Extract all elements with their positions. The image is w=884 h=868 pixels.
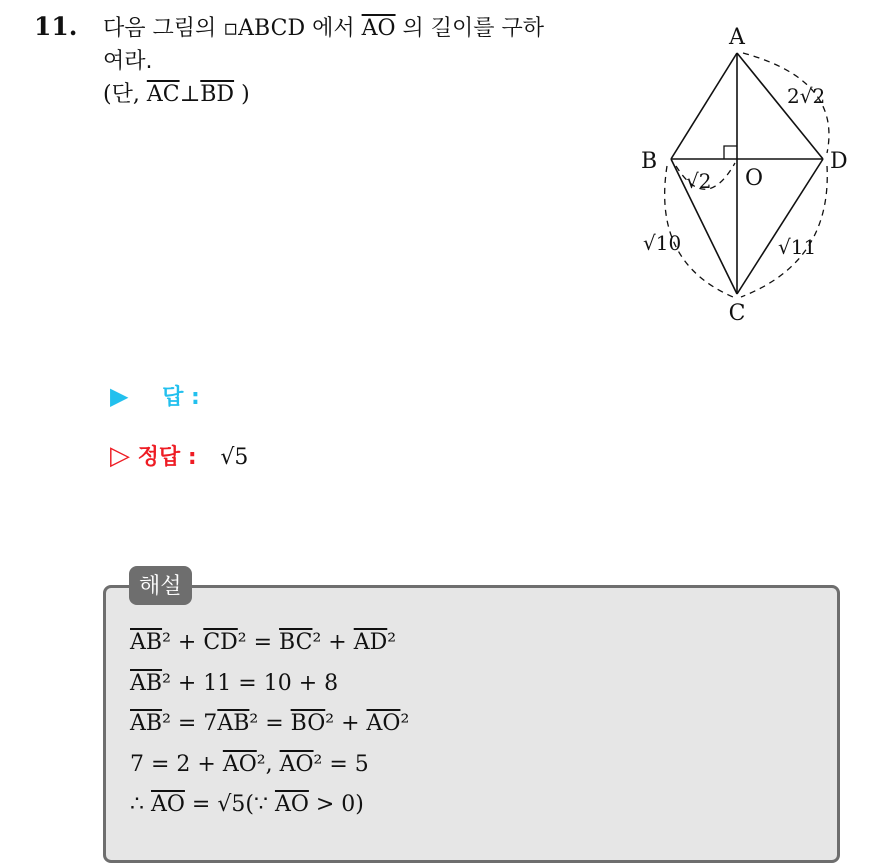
seg: $\overline{AD}$ bbox=[353, 630, 388, 655]
vertex-label-a: A bbox=[729, 25, 745, 50]
correct-value: √5 bbox=[220, 445, 249, 470]
solution-line-5 bbox=[130, 792, 364, 817]
expr: ² bbox=[387, 630, 397, 655]
seg: $\overline{AB}$ bbox=[130, 671, 163, 696]
edge-ab bbox=[671, 53, 737, 159]
question-text-part: 다음 그림의 bbox=[103, 16, 224, 41]
seg: $\overline{AO}$ bbox=[279, 752, 314, 777]
expr: ² = 5 bbox=[313, 752, 369, 777]
expr: ∴ bbox=[130, 792, 151, 817]
expr: 7 = 2 + bbox=[130, 752, 223, 777]
question-text bbox=[103, 12, 623, 111]
quad-name: ABCD bbox=[238, 16, 306, 41]
correct-label: 정답 : bbox=[137, 445, 197, 470]
length-label-bo: √2 bbox=[686, 169, 712, 193]
length-label-cd: √11 bbox=[778, 235, 817, 259]
expr: ² + bbox=[312, 630, 354, 655]
question-text-part: 의 길이를 구하 bbox=[395, 16, 545, 41]
seg: $\overline{AB}$ bbox=[130, 630, 163, 655]
answer-row bbox=[110, 380, 200, 411]
condition-close: ) bbox=[234, 82, 250, 107]
expr: ² bbox=[400, 711, 410, 736]
seg: $\overline{AO}$ bbox=[151, 792, 185, 817]
solution-line-1 bbox=[130, 630, 396, 655]
solution-tag: 해설 bbox=[129, 566, 192, 605]
question-line-1 bbox=[103, 12, 623, 45]
question-text-part: 에서 bbox=[305, 16, 362, 41]
expr: ² = bbox=[237, 630, 280, 655]
expr: = √5(∵ bbox=[184, 792, 275, 817]
vertex-label-d: D bbox=[830, 149, 848, 174]
vertex-label-b: B bbox=[641, 149, 658, 174]
expr: ² = bbox=[249, 711, 291, 736]
vertex-label-c: C bbox=[728, 301, 746, 326]
correct-arrow-icon: ▷ bbox=[110, 441, 130, 471]
expr: ², bbox=[256, 752, 280, 777]
length-label-bc: √10 bbox=[643, 231, 682, 255]
solution-line-3 bbox=[130, 711, 409, 736]
question-line-2: 여라. bbox=[103, 49, 153, 74]
question-condition bbox=[103, 78, 623, 111]
square-icon: ▫ bbox=[223, 16, 239, 41]
answer-arrow-icon: ▶ bbox=[110, 382, 129, 410]
seg: $\overline{BO}$ bbox=[290, 711, 326, 736]
expr: ² + bbox=[162, 630, 204, 655]
seg: $\overline{AO}$ bbox=[366, 711, 401, 736]
correct-answer-row bbox=[110, 440, 248, 471]
expr: ² = 7 bbox=[162, 711, 218, 736]
seg: $\overline{AO}$ bbox=[274, 792, 309, 817]
length-label-ad: 2√2 bbox=[787, 84, 826, 108]
seg: $\overline{AO}$ bbox=[222, 752, 257, 777]
seg: $\overline{CD}$ bbox=[203, 630, 238, 655]
seg: $\overline{AB}$ bbox=[217, 711, 250, 736]
seg: $\overline{BC}$ bbox=[279, 630, 313, 655]
expr: ² + bbox=[325, 711, 367, 736]
expr: ² + 11 = 10 + 8 bbox=[162, 671, 339, 696]
condition-open: (단, bbox=[103, 82, 147, 107]
expr: > 0) bbox=[308, 792, 364, 817]
point-label-o: O bbox=[745, 166, 764, 191]
solution-line-4 bbox=[130, 752, 369, 777]
segment-ac: $\overline{AC}$ bbox=[146, 82, 180, 107]
quadrilateral-figure bbox=[620, 15, 860, 330]
perpendicular-symbol: ⊥ bbox=[179, 82, 201, 107]
seg: $\overline{AB}$ bbox=[130, 711, 163, 736]
question-number: 11. bbox=[34, 12, 78, 41]
segment-ao: $\overline{AO}$ bbox=[361, 16, 396, 41]
segment-bd: $\overline{BD}$ bbox=[200, 82, 235, 107]
solution-line-2 bbox=[130, 671, 338, 696]
right-angle-mark bbox=[724, 146, 737, 159]
answer-label: 답 : bbox=[162, 385, 200, 410]
